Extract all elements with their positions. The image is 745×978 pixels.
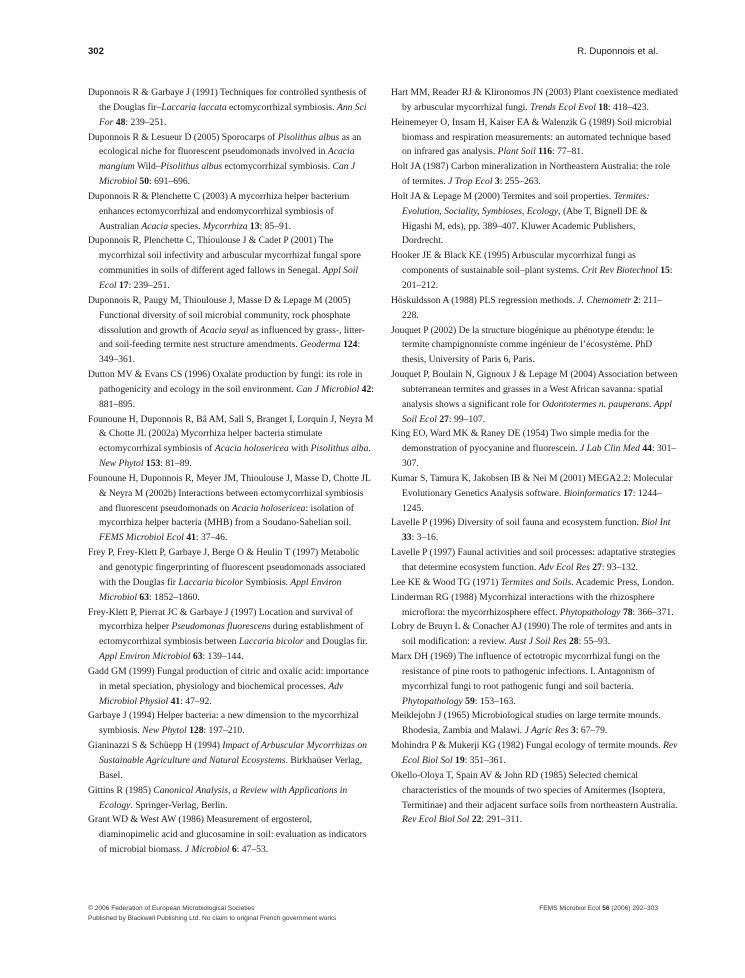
reference-entry: [88, 665, 374, 710]
reference-text: : 1852–1860.: [149, 591, 200, 603]
reference-text: : 201–212.: [402, 265, 673, 291]
reference-italic: Canonical Analysis, a Review with Applications in Ecology: [99, 784, 348, 811]
reference-italic: Acacia holosericea: [231, 502, 306, 514]
reference-entry: [88, 606, 374, 665]
reference-italic: Acacia seyal: [199, 324, 249, 336]
reference-italic: J Lab Clin Med: [579, 443, 640, 455]
reference-entry: [391, 709, 678, 739]
reference-text: as an ecological niche for fluorescent pseudomonads involved in: [99, 131, 362, 158]
reference-entry: [391, 546, 678, 576]
reference-text: : 349–361.: [99, 339, 361, 366]
reference-entry: [88, 190, 374, 235]
reference-italic: Adv Microbiol Physiol: [99, 680, 344, 707]
reference-text: : 239–251.: [128, 279, 170, 291]
reference-italic: Plant Soil: [497, 146, 536, 158]
reference-text: Duponnois R, Paugy M, Thioulouse J, Masse D & Lepage M (2005) Functional diversity of soil microbial community, rock phosphate dissolution and growth of: [88, 294, 351, 336]
reference-volume: 17: [623, 487, 633, 499]
reference-text: Garbaye J (1994) Helper bacteria: a new dimension to the mycorrhizal symbiosis.: [88, 710, 359, 737]
reference-text: : 881–895.: [99, 383, 374, 410]
reference-volume: 17: [119, 279, 129, 291]
reference-entry: [391, 294, 678, 324]
reference-text: : 37–46.: [195, 532, 228, 544]
reference-text: : 77–81.: [552, 146, 584, 158]
reference-entry: [88, 784, 374, 814]
reference-italic: New Phytol: [142, 725, 187, 737]
reference-volume: 3: [494, 176, 500, 188]
reference-volume: 63: [192, 651, 203, 663]
reference-text: Lobry de Bruyn L & Conacher AJ (1990) The role of termites and ants in soil modification: a review.: [391, 621, 672, 648]
reference-text: : 47–53.: [236, 844, 269, 856]
reference-volume: 42: [361, 383, 372, 395]
publisher-line: Published by Blackwell Publishing Ltd. No claim to original French government works: [88, 914, 337, 922]
reference-text: : 197–210.: [203, 725, 245, 737]
reference-volume: 44: [642, 443, 652, 455]
reference-text: Gianinazzi S & Schüepp H (1994): [88, 740, 223, 752]
reference-volume: 13: [249, 220, 260, 232]
reference-text: and Douglas fir.: [303, 636, 368, 648]
reference-italic: J Microbiol: [184, 844, 230, 856]
reference-entry: [391, 591, 678, 621]
reference-italic: Mycorrhiza: [202, 220, 248, 232]
reference-entry: [391, 739, 678, 769]
reference-entry: [88, 709, 374, 739]
reference-italic: J Trop Ecol: [448, 176, 493, 188]
reference-text: : 351–361.: [464, 754, 506, 766]
reference-text: . Academic Press, London.: [571, 576, 675, 588]
reference-entry: [391, 86, 678, 116]
reference-volume: 41: [170, 695, 181, 707]
copyright-notice: [88, 904, 408, 923]
reference-volume: 63: [139, 591, 150, 603]
reference-italic: Pisolithus alba: [310, 443, 369, 455]
reference-italic: Pisolithus albus: [160, 161, 223, 173]
reference-entry: [391, 576, 678, 591]
reference-italic: FEMS Microbiol Ecol: [99, 532, 184, 544]
reference-entry: [391, 516, 678, 546]
reference-volume: 6: [231, 844, 237, 856]
reference-entry: [391, 249, 678, 294]
reference-entry: [88, 813, 374, 858]
reference-text: Gadd GM (1999) Fungal production of citric and oxalic acid: importance in metal speciation, physiology and biochemical processes.: [88, 665, 369, 692]
reference-text: .: [649, 398, 654, 410]
reference-text: as influenced by grass-, litter- and soil-feeding termite nest structure amendments.: [99, 324, 365, 351]
reference-entry: [88, 368, 374, 413]
reference-text: : 55–93.: [578, 636, 611, 648]
reference-text: with: [288, 443, 311, 455]
reference-entry: [391, 620, 678, 650]
reference-volume: 78: [622, 606, 633, 618]
reference-volume: 3: [571, 725, 576, 737]
reference-text: Founoune H, Duponnois R, Meyer JM, Thioulouse J, Masse D, Chotte JL & Neyra M (2002b) Interactions between ectomycorrhizal symbiosis and fluorescent pseudomonads on: [88, 472, 371, 514]
reference-italic: Biol Int: [641, 517, 671, 529]
reference-text: : 93–132.: [601, 562, 639, 573]
reference-volume: 124: [343, 339, 358, 351]
references-column-right: [391, 86, 678, 828]
reference-italic: J Agric Res: [524, 725, 569, 737]
copyright-line: © 2006 Federation of European Microbiological Societies: [88, 905, 255, 912]
reference-text: Jouquet P, Boulain N, Gignoux J & Lepage M (2004) Association between subterranean termites and grasses in a West African savanna: spatial analysis shows a significant role for: [391, 369, 678, 410]
reference-text: : isolation of mycorrhiza helper bacteria (MHB) from a Soudano-Sahelian soil.: [99, 502, 354, 529]
reference-italic: Acacia: [141, 220, 169, 232]
reference-text: species.: [168, 220, 203, 232]
reference-italic: Ann Sci For: [99, 101, 367, 128]
reference-italic: Laccaria bicolor: [238, 636, 304, 648]
reference-entry: [88, 739, 374, 784]
reference-volume: 27: [592, 562, 602, 573]
reference-entry: [88, 234, 374, 293]
reference-italic: Appl Soil Ecol: [402, 398, 672, 425]
running-head: R. Duponnois et al.: [577, 46, 658, 57]
reference-volume: 22: [471, 814, 482, 826]
reference-text: . Springer-Verlag, Berlin.: [130, 799, 228, 811]
reference-text: Höskuldsson A (1988) PLS regression methods.: [391, 294, 578, 306]
reference-volume: 28: [568, 636, 579, 648]
reference-text: Founoune H, Duponnois R, Bâ AM, Sall S, Branget I, Lorquin J, Neyra M & Chotte JL (2002a) Mycorrhiza helper bacteria stimulate ectomycorrhizal symbiosis of: [88, 413, 374, 455]
reference-entry: [88, 86, 374, 131]
reference-entry: [88, 472, 374, 546]
reference-italic: Trends Ecol Evol: [530, 101, 596, 113]
reference-italic: Laccaria laccata: [161, 101, 227, 113]
reference-text: : 211–228.: [402, 294, 663, 321]
reference-italic: Termites: Evolution, Sociality, Symbioses, Ecology: [402, 190, 650, 217]
reference-volume: 18: [598, 101, 608, 113]
reference-text: : 47–92.: [180, 695, 212, 707]
reference-volume: 116: [538, 146, 553, 158]
reference-italic: Pseudomonas fluorescens: [171, 621, 271, 633]
reference-italic: New Phytol: [99, 458, 144, 470]
reference-italic: Acacia holosericea: [214, 443, 289, 455]
reference-italic: Bioinformatics: [563, 487, 621, 499]
reference-italic: Can J Microbiol: [296, 383, 360, 395]
reference-text: Jouquet P (2002) De la structure biogénique au phénotype étendu: le termite champignonniste comme ingénieur de l’écosystème. PhD thesis, University of Paris 6, Paris.: [391, 324, 654, 366]
reference-italic: Can J Microbiol: [99, 161, 356, 188]
reference-italic: Laccaria bicolor: [178, 576, 244, 588]
reference-text: Duponnois R & Lesueur D (2005) Sporocarps of: [88, 131, 278, 143]
journal-citation-prefix: FEMS Microbiol Ecol: [539, 905, 603, 912]
page-number: 302: [88, 46, 104, 57]
reference-text: Lavelle P (1997) Faunal activities and soil processes: adaptative strategies that determine ecosystem function.: [391, 547, 676, 573]
reference-entry: [391, 324, 678, 369]
reference-text: : 691–696.: [149, 176, 191, 188]
reference-entry: [391, 116, 678, 161]
reference-text: : 139–144.: [202, 651, 244, 663]
reference-text: : 67–79.: [575, 725, 608, 737]
reference-volume: 59: [465, 695, 475, 707]
reference-text: Frey-Klett P, Pierrat JC & Garbaye J (1997) Location and survival of mycorrhiza helper: [88, 606, 353, 633]
reference-entry: [391, 650, 678, 709]
reference-volume: 48: [115, 116, 126, 128]
reference-text: Holt JA & Lepage M (2000) Termites and soil properties.: [391, 190, 614, 202]
reference-text: : 239–251.: [125, 116, 167, 128]
reference-text: .: [368, 443, 371, 455]
reference-volume: 27: [439, 413, 449, 425]
reference-text: Duponnois R & Garbaye J (1991) Techniques for controlled synthesis of the Douglas fir–: [88, 87, 367, 113]
reference-italic: Appl Soil Ecol: [99, 265, 359, 291]
reference-entry: [88, 294, 374, 368]
reference-text: : 3–16.: [411, 532, 439, 544]
reference-italic: Termites and Soils: [500, 576, 572, 588]
journal-citation-suffix: (2006) 292–303: [609, 905, 658, 912]
reference-volume: 15: [660, 265, 670, 277]
reference-text: Linderman RG (1988) Mycorrhizal interactions with the rhizosphere microflora: the mycorrhizosphere effect.: [391, 591, 655, 618]
reference-text: ectomycorrhizal symbiosis.: [222, 161, 333, 173]
reference-entry: [88, 413, 374, 472]
reference-text: : 291–311.: [481, 814, 523, 826]
reference-text: Meiklejohn J (1965) Microbiological studies on large termite mounds. Rhodesia, Zambia and Malawi.: [391, 710, 661, 737]
reference-text: , (Abe T, Bignell DE & Higashi M, eds), pp. 389–407. Kluwer Academic Publishers, Dordrecht.: [402, 205, 648, 247]
journal-citation: [539, 904, 658, 914]
reference-text: : 99–107.: [448, 413, 486, 425]
reference-text: Grant WD & West AW (1986) Measurement of ergosterol, diaminopimelic acid and glucosamine in soil: evaluation as indicators of microbial biomass.: [88, 814, 367, 856]
reference-italic: Rev Ecol Biol Sol: [402, 740, 678, 766]
reference-entry: [391, 427, 678, 472]
reference-text: Frey P, Frey-Klett P, Garbaye J, Berge O & Heulin T (1997) Metabolic and genotypic fingerprinting of fluorescent pseudomonads associated with the Douglas fir: [88, 547, 366, 588]
reference-italic: Pisolithus albus: [277, 131, 340, 143]
reference-text: Kumar S, Tamura K, Jakobsen IB & Nei M (2001) MEGA2.2: Molecular Evolutionary Genetics Analysis software.: [391, 472, 673, 499]
reference-italic: Rev Ecol Biol Sol: [402, 814, 470, 826]
reference-text: Mohindra P & Mukerji KG (1982) Fungal ecology of termite mounds.: [391, 740, 663, 752]
reference-text: : 255–263.: [499, 176, 541, 188]
reference-text: Lee KE & Wood TG (1971): [391, 576, 501, 588]
reference-text: Gittins R (1985): [88, 784, 154, 796]
reference-text: : 85–91.: [259, 220, 291, 232]
reference-text: : 153–163.: [474, 695, 516, 707]
reference-text: ectomycorrhizal symbiosis.: [226, 101, 337, 113]
reference-italic: J. Chemometr: [577, 294, 632, 306]
reference-volume: 19: [455, 754, 465, 766]
reference-text: Lavelle P (1996) Diversity of soil fauna and ecosystem function.: [391, 517, 642, 529]
reference-text: Duponnois R, Plenchette C, Thioulouse J & Cadet P (2001) The mycorrhizal soil infectivity and arbuscular mycorrhizal fungal spore communities in soils of different aged fallows in Senegal.: [88, 235, 361, 277]
reference-entry: [391, 472, 678, 517]
reference-text: Hooker JE & Black KE (1995) Arbuscular mycorrhizal fungi as components of sustainable soil–plant systems.: [391, 250, 636, 277]
reference-text: : 1244–1245.: [402, 487, 662, 514]
reference-entry: [88, 546, 374, 605]
reference-text: . Birkhaüser Verlag, Basel.: [99, 754, 363, 781]
reference-entry: [391, 769, 678, 828]
reference-italic: Appl Environ Microbiol: [99, 651, 191, 663]
reference-italic: Adv Ecol Res: [538, 562, 590, 573]
reference-text: Marx DH (1969) The influence of ectotropic mycorrhizal fungi on the resistance of pine roots to pathogenic infections. I. Antagonism of mycorrhizal fungi to root pathogenic fungi and soil bacteria.: [391, 651, 660, 692]
reference-text: Wild–: [134, 161, 161, 173]
reference-italic: Geoderma: [300, 339, 341, 351]
reference-text: : 366–371.: [632, 606, 674, 618]
reference-italic: Appl Environ Microbiol: [99, 576, 342, 603]
page-header: [88, 46, 658, 60]
reference-entry: [391, 160, 678, 190]
reference-volume: 41: [186, 532, 196, 544]
journal-volume: 56: [602, 905, 610, 912]
reference-italic: Acacia mangium: [99, 146, 355, 173]
reference-text: Duponnois R & Plenchette C (2003) A mycorrhiza helper bacterium enhances ectomycorrhizal and endomycorrhizal symbiosis of Australian: [88, 190, 350, 232]
reference-volume: 2: [633, 294, 639, 306]
references-column-left: [88, 86, 374, 858]
reference-text: Holt JA (1987) Carbon mineralization in Northeastern Australia: the role of termites.: [391, 161, 670, 188]
reference-volume: 50: [139, 176, 150, 188]
reference-text: Heinemeyer O, Insam H, Kaiser EA & Walenzik G (1989) Soil microbial biomass and respiration measurements: an automated technique based on infrared gas analysis.: [391, 116, 672, 158]
reference-text: : 81–89.: [160, 458, 192, 470]
reference-entry: [391, 368, 678, 427]
reference-text: Symbiosis.: [243, 576, 291, 588]
reference-text: Dutton MV & Evans CS (1996) Oxalate production by fungi: its role in pathogenicity and ecology in the soil environment.: [88, 369, 363, 395]
reference-italic: Aust J Soil Res: [509, 636, 567, 648]
reference-text: : 418–423.: [607, 101, 649, 113]
reference-volume: 33: [402, 532, 412, 544]
reference-entry: [88, 131, 374, 190]
reference-italic: Crit Rev Biotechnol: [581, 265, 658, 277]
reference-italic: Phytopathology: [559, 606, 621, 618]
reference-text: Hart MM, Reader RJ & Klironomos JN (2003) Plant coexistence mediated by arbuscular mycorrhizal fungi.: [391, 87, 678, 113]
reference-text: : 301–307.: [402, 443, 677, 470]
reference-text: Okello-Oloya T, Spain AV & John RD (1985) Selected chemical characteristics of the mounds of two species of Amitermes (Isoptera, Termitinae) and their adjacent surface soils from northeastern Australia.: [391, 769, 678, 811]
reference-volume: 128: [189, 725, 204, 737]
reference-volume: 153: [145, 458, 161, 470]
reference-text: during establishment of ectomycorrhizal symbiosis between: [99, 621, 364, 648]
reference-entry: [391, 190, 678, 249]
reference-italic: Odontotermes n. pauperans: [542, 398, 650, 410]
reference-text: King EO, Ward MK & Raney DE (1954) Two simple media for the demonstration of pyocyanine and fluorescein.: [391, 428, 649, 455]
reference-italic: Phytopathology: [402, 695, 463, 707]
reference-italic: Impact of Arbuscular Mycorrhizas on Sustainable Agriculture and Natural Ecosystems: [99, 740, 367, 766]
